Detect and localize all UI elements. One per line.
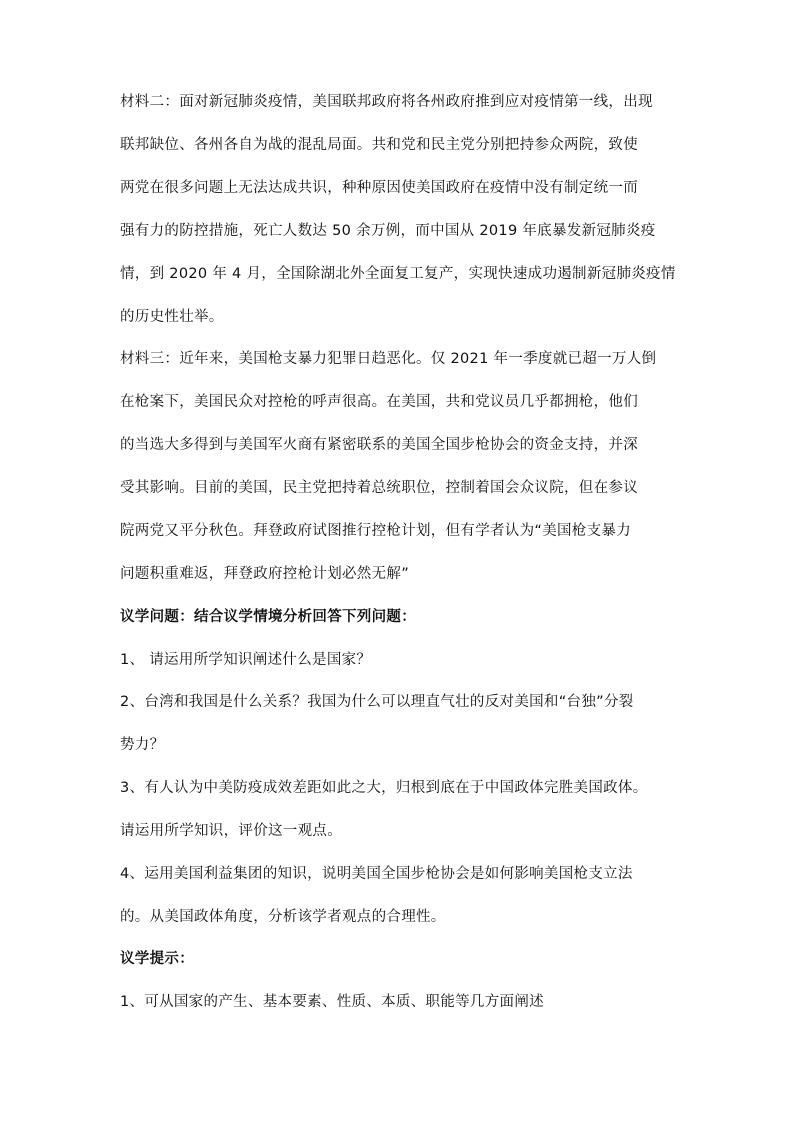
hints-heading: 议学提示：: [120, 951, 194, 967]
hint-1: 1、可从国家的产生、基本要素、性质、本质、职能等几方面阐述: [120, 994, 544, 1010]
question-4-line-2: 的。从美国政体角度，分析该学者观点的合理性。: [120, 909, 446, 925]
material-three-line-1: 材料三：近年来，美国枪支暴力犯罪日趋恶化。仅 2021 年一季度就已超一万人倒: [120, 351, 657, 367]
material-two-line-6: 的历史性壮举。: [120, 309, 224, 325]
material-two-line-4: 强有力的防控措施，死亡人数达 50 余万例，而中国从 2019 年底暴发新冠肺炎疫: [120, 223, 656, 239]
question-3-line-2: 请运用所学知识，评价这一观点。: [120, 823, 342, 839]
question-4-line-1: 4、运用美国利益集团的知识，说明美国全国步枪协会是如何影响美国枪支立法: [120, 866, 633, 882]
question-2-line-1: 2、台湾和我国是什么关系？我国为什么可以理直气壮的反对美国和“台独”分裂: [120, 694, 634, 710]
question-3-line-1: 3、有人认为中美防疫成效差距如此之大，归根到底在于中国政体完胜美国政体。: [120, 780, 648, 796]
questions-heading: 议学问题：结合议学情境分析回答下列问题：: [120, 609, 416, 625]
material-three-line-2: 在枪案下，美国民众对控枪的呼声很高。在美国，共和党议员几乎都拥枪，他们: [120, 394, 638, 410]
material-two-line-2: 联邦缺位、各州各自为战的混乱局面。共和党和民主党分别把持参众两院，致使: [120, 137, 638, 153]
material-two-line-1: 材料二：面对新冠肺炎疫情，美国联邦政府将各州政府推到应对疫情第一线，出现: [120, 94, 653, 110]
question-2-line-2: 势力？: [120, 737, 165, 753]
material-three-line-3: 的当选大多得到与美国军火商有紧密联系的美国全国步枪协会的资金支持，并深: [120, 437, 638, 453]
material-three-line-6: 问题积重难返，拜登政府控枪计划必然无解”: [120, 566, 410, 582]
material-three-line-4: 受其影响。目前的美国，民主党把持着总统职位，控制着国会众议院，但在参议: [120, 480, 638, 496]
material-three-line-5: 院两党又平分秋色。拜登政府试图推行控枪计划，但有学者认为“美国枪支暴力: [120, 523, 632, 539]
question-1: 1、 请运用所学知识阐述什么是国家？: [120, 652, 372, 668]
material-two-line-5: 情，到 2020 年 4 月，全国除湖北外全面复工复产，实现快速成功遏制新冠肺炎疫情: [120, 266, 676, 282]
material-two-line-3: 两党在很多问题上无法达成共识，种种原因使美国政府在疫情中没有制定统一而: [120, 180, 638, 196]
